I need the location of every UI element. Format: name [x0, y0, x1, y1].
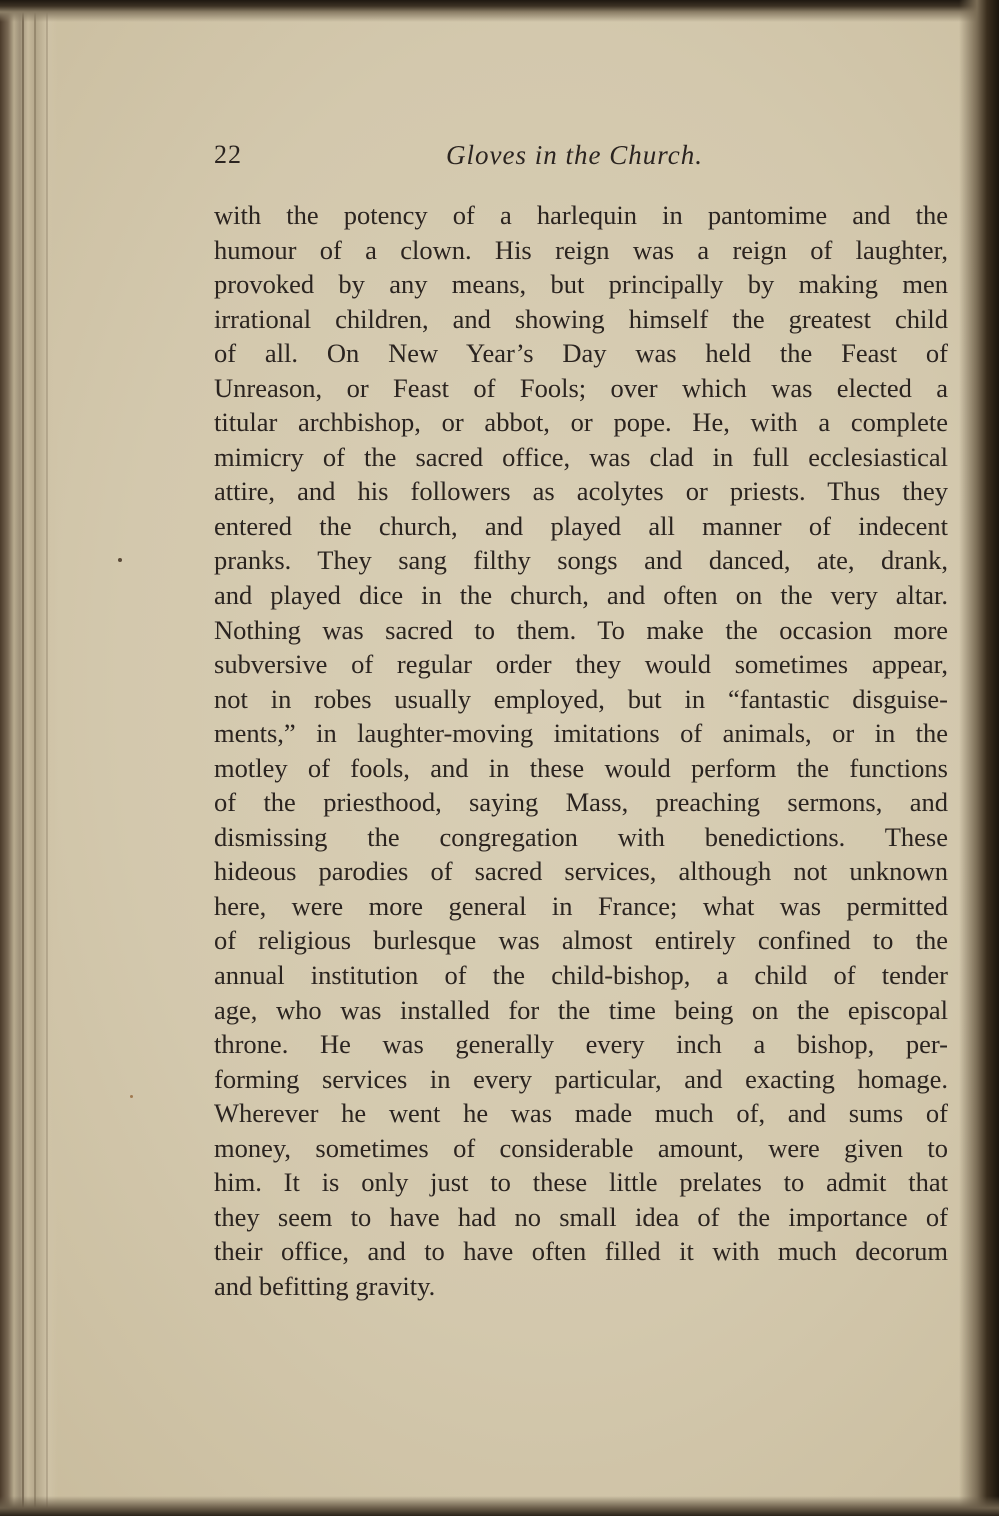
page-right-edge — [959, 0, 999, 1516]
page-top-edge — [0, 0, 999, 22]
text-line: pranks. They sang filthy songs and danced, ate, drank, — [214, 545, 948, 576]
text-line: of the priesthood, saying Mass, preaching sermons, and — [214, 787, 948, 818]
text-line: mimicry of the sacred office, was clad in full ecclesiastical — [214, 441, 948, 472]
text-line: of religious burlesque was almost entirely confined to the — [214, 925, 948, 956]
text-line: Nothing was sacred to them. To make the occasion more — [214, 614, 948, 645]
text-line: ments,” in laughter-moving imitations of animals, or in the — [214, 718, 948, 749]
text-line: not in robes usually employed, but in “fantastic disguise- — [214, 683, 948, 714]
text-line: entered the church, and played all manner of indecent — [214, 510, 948, 541]
text-line: motley of fools, and in these would perform the functions — [214, 752, 948, 783]
text-line: of all. On New Year’s Day was held the Feast of — [214, 338, 948, 369]
text-line: titular archbishop, or abbot, or pope. He, with a complete — [214, 407, 948, 438]
binding-crease — [46, 0, 48, 1516]
text-line: him. It is only just to these little prelates to admit that — [214, 1167, 948, 1198]
text-line: attire, and his followers as acolytes or priests. Thus they — [214, 476, 948, 507]
page-number: 22 — [214, 140, 242, 169]
text-line: age, who was installed for the time being on the episcopal — [214, 994, 948, 1025]
text-line: annual institution of the child-bishop, a child of tender — [214, 960, 948, 991]
page-bottom-edge — [0, 1496, 999, 1516]
text-line: dismissing the congregation with benedictions. These — [214, 821, 948, 852]
text-line: Unreason, or Feast of Fools; over which was elected a — [214, 372, 948, 403]
text-line: subversive of regular order they would sometimes appear, — [214, 649, 948, 680]
text-line: forming services in every particular, and exacting homage. — [214, 1063, 948, 1094]
body-text — [214, 198, 948, 1304]
text-line: with the potency of a harlequin in pantomime and the — [214, 200, 948, 230]
running-title: Gloves in the Church. — [446, 140, 703, 170]
text-line: they seem to have had no small idea of the importance of — [214, 1201, 948, 1232]
paper-speck — [130, 1095, 133, 1098]
running-header — [214, 140, 949, 180]
binding-crease — [22, 0, 24, 1516]
text-line: money, sometimes of considerable amount, were given to — [214, 1132, 948, 1163]
page-binding-edge — [0, 0, 58, 1516]
text-line: here, were more general in France; what was permitted — [214, 890, 948, 921]
text-line: Wherever he went he was made much of, and sums of — [214, 1098, 948, 1129]
text-line: hideous parodies of sacred services, although not unknown — [214, 856, 948, 887]
text-line: humour of a clown. His reign was a reign of laughter, — [214, 234, 948, 265]
text-line: and played dice in the church, and often on the very altar. — [214, 580, 948, 611]
text-line: irrational children, and showing himself the greatest child — [214, 303, 948, 334]
text-line: throne. He was generally every inch a bishop, per- — [214, 1029, 948, 1060]
binding-crease — [34, 0, 36, 1516]
paper-speck — [118, 558, 122, 562]
text-line-last: and befitting gravity. — [214, 1270, 436, 1301]
text-line: their office, and to have often filled it with much decorum — [214, 1236, 948, 1267]
text-line: provoked by any means, but principally by making men — [214, 269, 948, 300]
